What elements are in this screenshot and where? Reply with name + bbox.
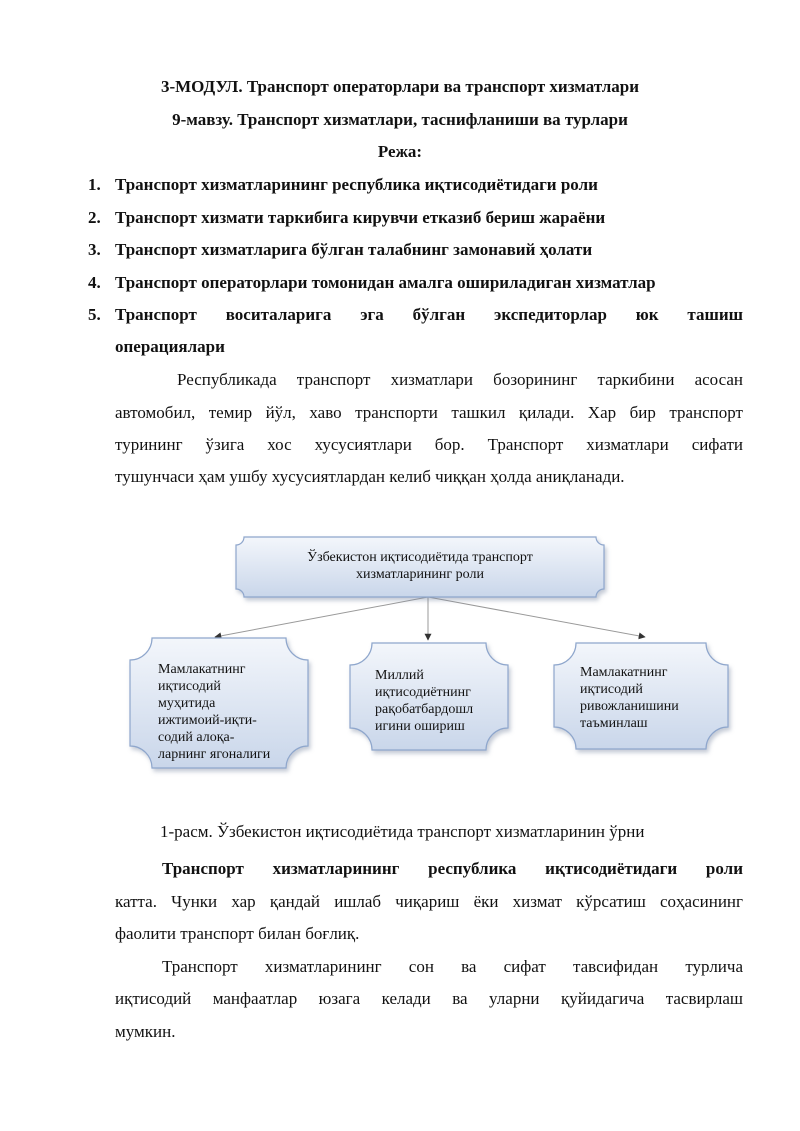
topic-heading: 9-мавзу. Транспорт хизматлари, таснифланиши ва турлари [172, 110, 628, 129]
right-box-line: ривожланишини [580, 699, 679, 714]
paragraph2-line-3: фаолити транспорт билан боғлиқ. [115, 924, 360, 943]
module-heading: 3-МОДУЛ. Транспорт операторлари ва транспорт хизматлари [160, 77, 640, 96]
left-box-line: иқтисодий [158, 679, 221, 694]
intro-line-3: турининг ўзига хос хусусиятлари бор. Транспорт хизматлари сифати [115, 435, 743, 454]
right-box-line: иқтисодий [580, 682, 643, 697]
plan-label: Режа: [377, 142, 423, 161]
plan-item-text: Транспорт хизмати таркибига кирувчи етказиб бериш жараёни [115, 208, 606, 227]
plan-item-number: 3. [88, 240, 101, 259]
top-box-label [236, 549, 604, 583]
connector-left [215, 597, 428, 637]
paragraph2-lead: Транспорт хизматларининг республика иқтисодиётидаги роли [162, 859, 743, 878]
left-box-line: ларнинг ягоналиги [158, 747, 271, 762]
right-box-line: Мамлакатнинг [580, 665, 668, 680]
left-box-line: муҳитида [158, 696, 216, 711]
paragraph2-line-2: катта. Чунки хар қандай ишлаб чиқариш ёки хизмат кўрсатиш соҳасининг [115, 892, 743, 911]
connector-right [428, 597, 645, 637]
plan-item-text: Транспорт хизматларининг республика иқтисодиётидаги роли [115, 175, 598, 194]
plan-item-text: Транспорт воситаларига эга бўлган экспедиторлар юк ташиш [115, 305, 743, 324]
paragraph3-line-1: Транспорт хизматларининг сон ва сифат тавсифидан турлича [162, 957, 743, 976]
intro-line-1: Республикада транспорт хизматлари бозорининг таркибини асосан [177, 370, 743, 389]
figure-caption: 1-расм. Ўзбекистон иқтисодиётида транспорт хизматларинин ўрни [160, 822, 645, 841]
top-box-line: хизматларининг роли [356, 567, 484, 582]
paragraph3-line-2: иқтисодий манфаатлар юзага келади ва уларни қуйидагича тасвирлаш [115, 989, 743, 1008]
middle-box-line: иқтисодиётнинг [375, 685, 471, 700]
plan-item-text: Транспорт хизматларига бўлган талабнинг замонавий ҳолати [115, 240, 593, 259]
paragraph3-line-3: мумкин. [115, 1022, 176, 1041]
middle-box-line: игини ошириш [375, 719, 465, 734]
right-box-line: таъминлаш [580, 716, 648, 731]
plan-item-text: операциялари [115, 337, 225, 356]
middle-box-label [375, 667, 505, 735]
left-box-line: содий алоқа- [158, 730, 235, 745]
intro-line-4: тушунчаси ҳам ушбу хусусиятлардан келиб чиққан ҳолда аниқланади. [115, 467, 625, 486]
plan-item-number: 5. [88, 305, 101, 324]
top-box-line: Ўзбекистон иқтисодиётида транспорт [307, 550, 533, 565]
plan-item-number: 4. [88, 273, 101, 292]
middle-box-line: рақобатбардошл [375, 702, 474, 717]
left-box-line: ижтимоий-иқти- [158, 713, 257, 728]
right-box-label [580, 664, 725, 732]
plan-item-number: 1. [88, 175, 101, 194]
left-box-label [158, 661, 304, 763]
plan-item-number: 2. [88, 208, 101, 227]
middle-box-line: Миллий [375, 668, 424, 683]
intro-line-2: автомобил, темир йўл, хаво транспорти ташкил қилади. Хар бир транспорт [115, 403, 743, 422]
left-box-line: Мамлакатнинг [158, 662, 246, 677]
plan-item-text: Транспорт операторлари томонидан амалга ошириладиган хизматлар [115, 273, 656, 292]
